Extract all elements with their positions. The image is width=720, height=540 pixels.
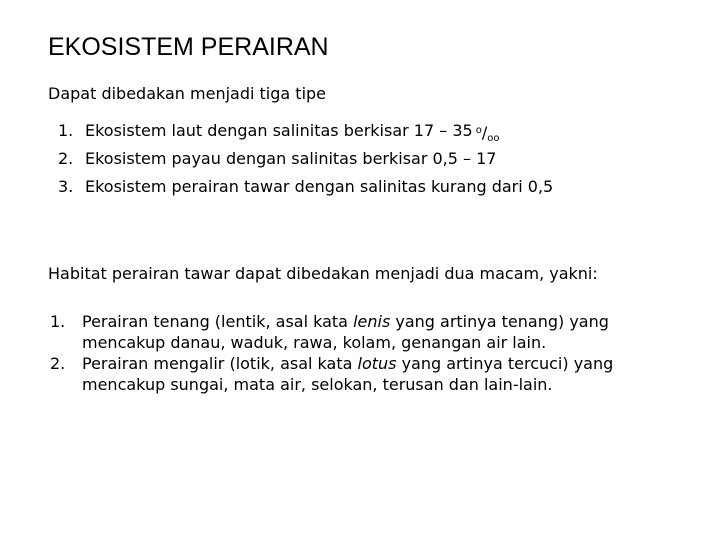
list-item bbox=[58, 145, 553, 173]
text-after-term: yang artinya tercuci) yang bbox=[396, 354, 614, 373]
slide-title: EKOSISTEM PERAIRAN bbox=[48, 33, 329, 61]
habitat-intro-text: Habitat perairan tawar dapat dibedakan menjadi dua macam, yakni: bbox=[48, 264, 598, 283]
list-item-text: Ekosistem perairan tawar dengan salinitas kurang dari 0,5 bbox=[85, 177, 554, 196]
list-item bbox=[50, 311, 670, 353]
intro-text: Dapat dibedakan menjadi tiga tipe bbox=[48, 84, 327, 103]
list-item-line: mencakup sungai, mata air, selokan, terusan dan lain-lain. bbox=[82, 375, 553, 394]
list-item bbox=[50, 353, 670, 395]
list-number: 3. bbox=[58, 177, 74, 196]
list-number: 1. bbox=[50, 312, 66, 331]
list-item-line bbox=[82, 353, 670, 374]
list-number: 2. bbox=[58, 149, 74, 168]
list-item-text: Ekosistem laut dengan salinitas berkisar 17 – 35 bbox=[85, 121, 473, 140]
list-item-line: mencakup danau, waduk, rawa, kolam, genangan air lain. bbox=[82, 333, 547, 352]
list-number: 1. bbox=[58, 121, 74, 140]
permil-unit bbox=[476, 117, 500, 145]
list-item-body bbox=[82, 311, 670, 353]
italic-term: lotus bbox=[357, 354, 397, 373]
text-before-term: Perairan mengalir (lotik, asal kata bbox=[82, 354, 358, 373]
list-item bbox=[58, 173, 553, 201]
habitat-types-list bbox=[50, 311, 670, 395]
italic-term: lenis bbox=[353, 312, 391, 331]
unit-slash: / bbox=[481, 123, 488, 142]
unit-subscript: oo bbox=[487, 133, 500, 144]
list-item-line bbox=[82, 311, 670, 332]
unit-superscript: o bbox=[475, 125, 482, 136]
list-number: 2. bbox=[50, 354, 66, 373]
list-item-text: Ekosistem payau dengan salinitas berkisar 0,5 – 17 bbox=[85, 149, 497, 168]
text-before-term: Perairan tenang (lentik, asal kata bbox=[82, 312, 354, 331]
list-item-body bbox=[82, 353, 670, 395]
list-item bbox=[58, 117, 553, 145]
text-after-term: yang artinya tenang) yang bbox=[390, 312, 609, 331]
ecosystem-types-list bbox=[58, 117, 553, 201]
